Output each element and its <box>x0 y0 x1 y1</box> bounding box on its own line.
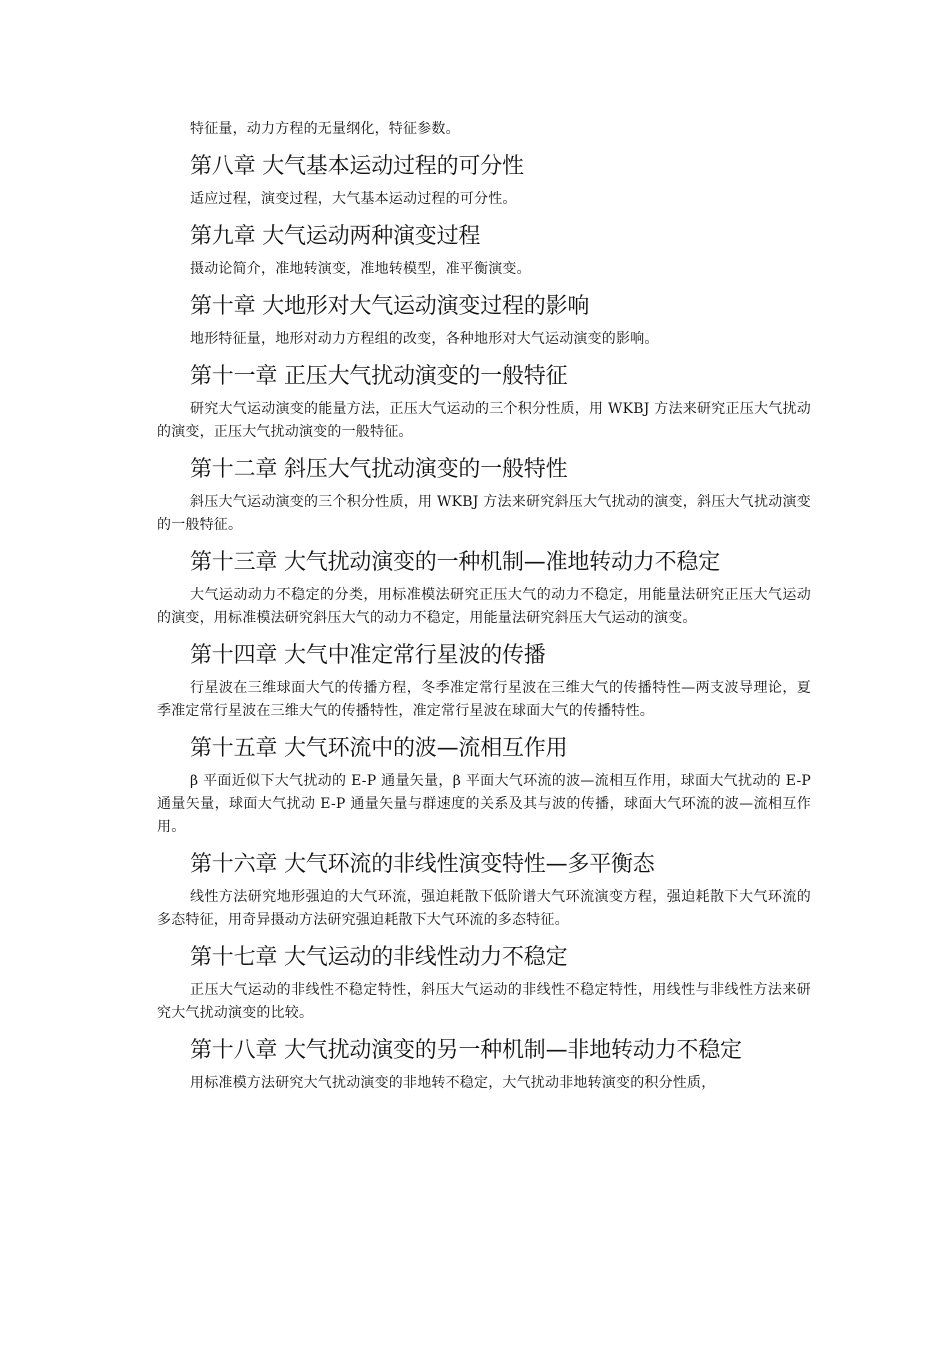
chapter-10-title: 第十章 大地形对大气运动演变过程的影响 <box>190 294 590 319</box>
chapter-15-title: 第十五章 大气环流中的波—流相互作用 <box>190 736 568 761</box>
chapter-12-title: 第十二章 斜压大气扰动演变的一般特性 <box>190 457 568 482</box>
document-page <box>157 112 811 1095</box>
intro-paragraph: 特征量，动力方程的无量纲化，特征参数。 <box>190 121 460 137</box>
chapter-12-text: 斜压大气运动演变的三个积分性质，用 WKBJ 方法来研究斜压大气扰动的演变，斜压大气扰动演变的一般特征。 <box>157 494 811 533</box>
chapter-17-text: 正压大气运动的非线性不稳定特性，斜压大气运动的非线性不稳定特性，用线性与非线性方法来研究大气扰动演变的比较。 <box>157 982 811 1021</box>
chapter-14-title: 第十四章 大气中准定常行星波的传播 <box>190 643 546 668</box>
chapter-9-title: 第九章 大气运动两种演变过程 <box>190 224 481 249</box>
chapter-13-title: 第十三章 大气扰动演变的一种机制—准地转动力不稳定 <box>190 550 720 575</box>
chapter-9-text: 摄动论简介，准地转演变，准地转模型，准平衡演变。 <box>190 261 531 277</box>
chapter-13-text: 大气运动动力不稳定的分类，用标准模法研究正压大气的动力不稳定，用能量法研究正压大气运动的演变，用标准模法研究斜压大气的动力不稳定，用能量法研究斜压大气运动的演变。 <box>157 587 811 626</box>
chapter-8-text: 适应过程，演变过程，大气基本运动过程的可分性。 <box>190 191 517 207</box>
chapter-14-text: 行星波在三维球面大气的传播方程，冬季准定常行星波在三维大气的传播特性—两支波导理论，夏季准定常行星波在三维大气的传播特性，准定常行星波在球面大气的传播特性。 <box>157 680 811 719</box>
chapter-16-text: 线性方法研究地形强迫的大气环流，强迫耗散下低阶谱大气环流演变方程，强迫耗散下大气环流的多态特征，用奇异摄动方法研究强迫耗散下大气环流的多态特征。 <box>157 889 811 928</box>
chapter-11-text: 研究大气运动演变的能量方法，正压大气运动的三个积分性质，用 WKBJ 方法来研究正压大气扰动的演变，正压大气扰动演变的一般特征。 <box>157 401 811 440</box>
chapter-10-text: 地形特征量，地形对动力方程组的改变，各种地形对大气运动演变的影响。 <box>190 331 659 347</box>
chapter-17-title: 第十七章 大气运动的非线性动力不稳定 <box>190 945 568 970</box>
chapter-11-title: 第十一章 正压大气扰动演变的一般特征 <box>190 364 568 389</box>
chapter-16-title: 第十六章 大气环流的非线性演变特性—多平衡态 <box>190 852 655 877</box>
chapter-18-title: 第十八章 大气扰动演变的另一种机制—非地转动力不稳定 <box>190 1038 742 1063</box>
chapter-8-title: 第八章 大气基本运动过程的可分性 <box>190 154 524 179</box>
chapter-18-text: 用标准模方法研究大气扰动演变的非地转不稳定，大气扰动非地转演变的积分性质， <box>190 1075 716 1091</box>
chapter-15-text: β 平面近似下大气扰动的 E-P 通量矢量，β 平面大气环流的波—流相互作用，球面大气扰动的 E-P 通量矢量，球面大气扰动 E-P 通量矢量与群速度的关系及其与波的传播，球面大气环流的波—流相互作用。 <box>157 773 811 835</box>
